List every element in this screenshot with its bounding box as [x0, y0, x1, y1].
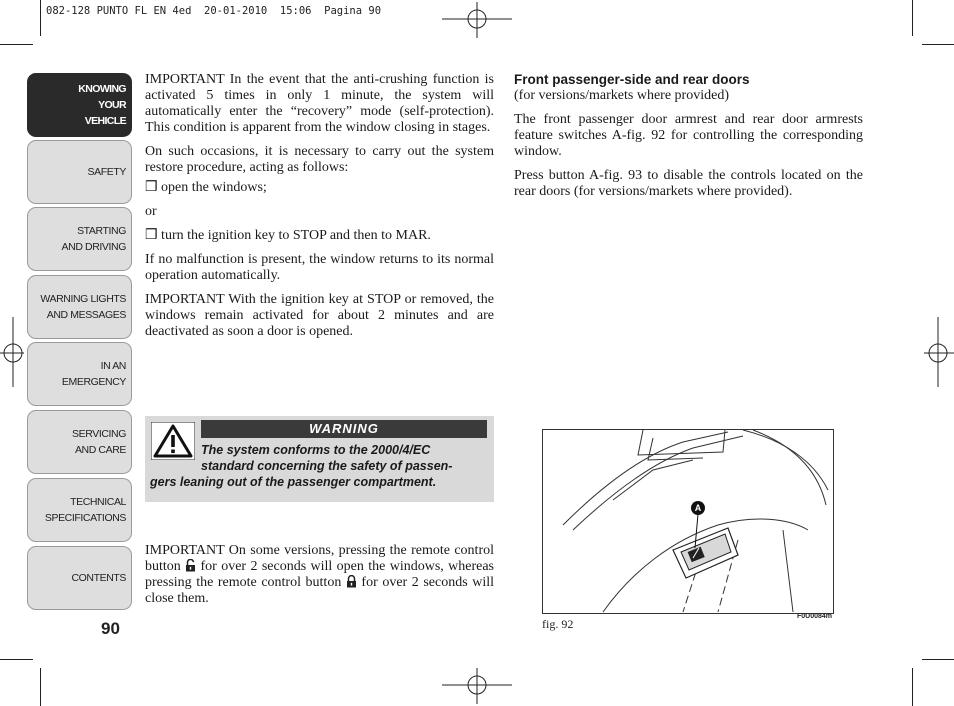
paragraph-restore: On such occasions, it is necessary to carry out the system restore procedure, acting as follows: — [145, 144, 494, 175]
warning-title: WARNING — [201, 420, 487, 438]
tab-starting-and-driving[interactable]: STARTING AND DRIVING — [27, 207, 132, 271]
tab-technical-specifications[interactable]: TECHNICAL SPECIFICATIONS — [27, 478, 132, 542]
registration-mark-bottom — [440, 666, 516, 706]
tab-knowing-your-vehicle[interactable]: KNOWING YOUR VEHICLE — [27, 73, 132, 137]
figure-door-switch — [542, 429, 834, 614]
figure-caption: fig. 92 — [542, 617, 574, 631]
paragraph-normal-operation: If no malfunction is present, the window returns to its normal operation automatically. — [145, 252, 494, 283]
print-header: 082-128 PUNTO FL EN 4ed 20-01-2010 15:06 Pagina 90 — [46, 5, 382, 17]
tab-servicing-and-care[interactable]: SERVICING AND CARE — [27, 410, 132, 474]
bullet-open-windows: ❒ open the windows; — [145, 180, 267, 195]
registration-mark-right — [924, 315, 954, 391]
tab-in-an-emergency[interactable]: IN AN EMERGENCY — [27, 342, 132, 406]
left-column — [145, 72, 494, 348]
paragraph-remote-control: IMPORTANT On some versions, pressing the remote control button for over 2 seconds will open the windows, whereas pressing the remote control button for over 2 seconds will close them. — [145, 543, 495, 606]
unlock-icon — [185, 559, 196, 572]
registration-mark-top — [440, 0, 516, 40]
paragraph-disable-controls: Press button A-fig. 93 to disable the controls located on the rear doors (for versions/markets where provided). — [514, 168, 863, 199]
tab-warning-lights[interactable]: WARNING LIGHTS AND MESSAGES — [27, 275, 132, 339]
figure-code: F0U0084m — [797, 613, 833, 620]
bullet-ignition-key: ❒ turn the ignition key to STOP and then to MAR. — [145, 228, 431, 243]
lock-icon — [346, 575, 357, 588]
door-panel-illustration — [543, 430, 833, 613]
text-or: or — [145, 204, 157, 219]
paragraph-armrest-switches: The front passenger door armrest and rear door armrests feature switches A-fig. 92 for controlling the corresponding window. — [514, 112, 863, 159]
registration-mark-left — [0, 315, 24, 391]
warning-box — [145, 416, 494, 502]
right-column — [514, 72, 863, 208]
paragraph-recovery: IMPORTANT In the event that the anti-crushing function is activated 5 times in only 1 minute, the system will automatically enter the “recovery” mode (self-protection). This condition is apparent from the window closing in stages. — [145, 72, 494, 135]
page-number: 90 — [101, 619, 120, 638]
callout-label-a: A — [694, 503, 702, 513]
tab-safety[interactable]: SAFETY — [27, 140, 132, 204]
tab-contents[interactable]: CONTENTS — [27, 546, 132, 610]
section-subheading: (for versions/markets where provided) — [514, 88, 729, 103]
warning-text: The system conforms to the 2000/4/EC standard concerning the safety of passen- gers leaning out of the passenger compartment. — [150, 443, 453, 489]
section-heading: Front passenger-side and rear doors — [514, 72, 750, 87]
paragraph-ignition-stop: IMPORTANT With the ignition key at STOP or removed, the windows remain activated for about 2 minutes and are deactivated as soon a door is opened. — [145, 292, 494, 339]
